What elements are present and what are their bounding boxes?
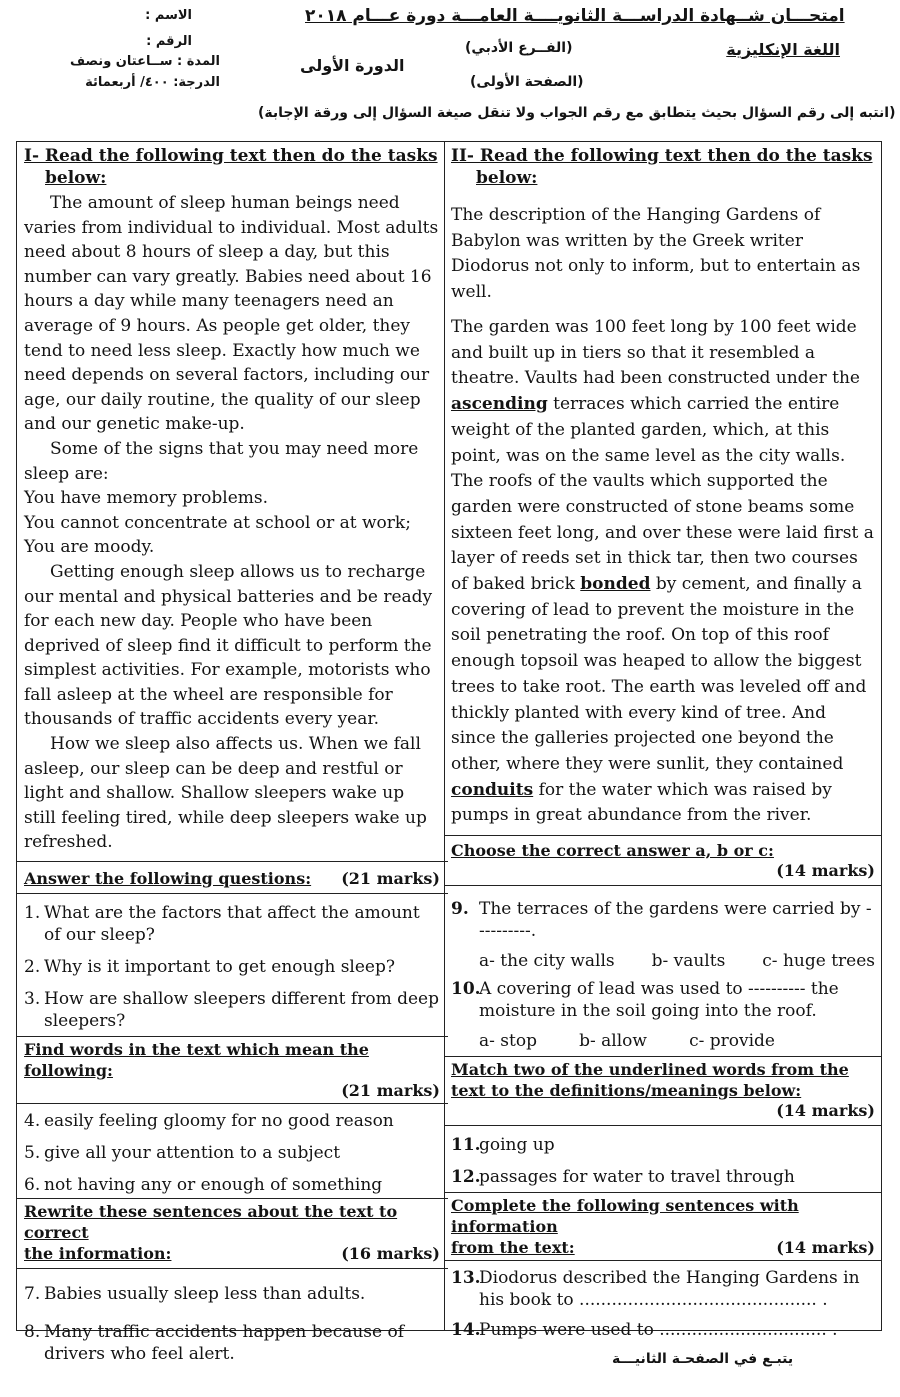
section-one [24, 145, 440, 1365]
question-text: Diodorus described the Hanging Gardens in his book to ............................................ . [479, 1268, 860, 1311]
session-label: الدورة الأولى [300, 56, 405, 75]
question-number: 6. [24, 1175, 41, 1196]
question-item [451, 1166, 875, 1188]
duration-label: المدة : ســاعتان ونصف [70, 54, 220, 69]
question-text: Many traffic accidents happen because of drivers who feel alert. [44, 1322, 405, 1365]
question-text: A covering of lead was used to ---------- the moisture in the soil going into the roof. [479, 979, 839, 1022]
question-text: Pumps were used to ............................... . [479, 1320, 838, 1341]
question-item [24, 988, 440, 1032]
question-text: easily feeling gloomy for no good reason [44, 1111, 394, 1132]
question-text: not having any or enough of something [44, 1175, 383, 1196]
instructions-note: (انتبه إلى رقم السؤال بحيث يتطابق مع رقم الجواب ولا تنقل صيغة السؤال إلى ورقة الإجابة) [258, 105, 896, 121]
question-item [24, 1142, 440, 1164]
divider-line [16, 1103, 448, 1104]
passage-text: for the water which was raised by pumps in great abundance from the river. [451, 779, 832, 826]
question-number: 10. [451, 979, 481, 1000]
question-number: 7. [24, 1284, 41, 1305]
passage-text: by cement, and finally a covering of lead to prevent the moisture in the soil penetrating the roof. On top of this roof enough topsoil was heaped to allow the biggest trees to take root. The earth was leveled off and thickly planted with every kind of tree. And since the galleries projected one beyond the other, where they were sunlit, they contained [451, 574, 867, 774]
section-two-title-cont: below: [476, 168, 538, 188]
question-number: 5. [24, 1143, 41, 1164]
task-label: Match two of the underlined words from the [451, 1060, 849, 1080]
question-item [451, 978, 875, 1022]
question-number: 3. [24, 989, 41, 1010]
question-text: passages for water to travel through [479, 1167, 795, 1188]
question-item [24, 902, 440, 946]
passage-paragraph: The amount of sleep human beings need varies from individual to individual. Most adults need about 8 hours of sleep a day, but this number can vary greatly. Babies need about 16 hours a day while many teenagers need an average of 9 hours. As people get older, they tend to need less sleep. Exactly how much we need depends on several factors, including our age, our daily routine, the quality of our sleep and our genetic make-up. [24, 193, 439, 435]
question-item [24, 1283, 440, 1305]
question-item [24, 1174, 440, 1196]
task-label: Complete the following sentences with information [451, 1196, 799, 1237]
question-number: 11. [451, 1135, 481, 1156]
task-marks: (21 marks) [341, 1081, 440, 1101]
exam-title: امتحـــان شــهادة الدراســـة الثانويــــة العامـــة دورة عـــام ٢٠١٨ [305, 6, 845, 26]
divider-line [444, 1192, 882, 1193]
divider-line [16, 893, 448, 894]
question-number: 14. [451, 1320, 481, 1341]
divider-line [444, 1260, 882, 1261]
passage-line: You cannot concentrate at school or at work; [24, 512, 411, 533]
column-divider [444, 141, 445, 1331]
subject-title: اللغة الإنكليزية [726, 40, 840, 59]
task-label: the information: [24, 1244, 172, 1264]
question-number: 13. [451, 1268, 481, 1289]
task-label: Find words in the text which mean the following: [24, 1040, 369, 1081]
option-a: a- stop [479, 1031, 537, 1052]
passage-text: The garden was 100 feet long by 100 feet wide and built up in tiers so that it resembled a theatre. Vaults had been constructed under the [451, 317, 860, 389]
task-label: text to the definitions/meanings below: [451, 1081, 802, 1101]
question-text: The terraces of the gardens were carried by ----------. [479, 899, 872, 942]
question-text: How are shallow sleepers different from deep sleepers? [44, 989, 439, 1032]
divider-line [16, 1268, 448, 1269]
answer-options [451, 950, 875, 972]
task-label: Answer the following questions: [24, 869, 312, 889]
task-label: Rewrite these sentences about the text to correct [24, 1202, 398, 1243]
section-two-title: II- Read the following text then do the tasks [451, 146, 873, 166]
task-marks: (14 marks) [776, 1238, 875, 1258]
section-one-title: I- Read the following text then do the tasks [24, 146, 438, 166]
question-number: 8. [24, 1322, 41, 1343]
task-heading [24, 868, 440, 889]
divider-line [444, 1056, 882, 1057]
option-b: b- vaults [651, 951, 726, 972]
passage-paragraph: Getting enough sleep allows us to recharge our mental and physical batteries and be ready for each new day. People who have been deprived of sleep find it difficult to perform the simplest activities. For example, motorists who fall asleep at the wheel are responsible for thousands of traffic accidents every year. [24, 561, 433, 730]
divider-line [444, 835, 882, 836]
passage-line: You have memory problems. [24, 488, 269, 509]
task-marks: (16 marks) [341, 1244, 440, 1264]
answer-options [451, 1030, 875, 1052]
question-text: Why is it important to get enough sleep? [44, 957, 395, 978]
question-item [451, 1267, 875, 1311]
name-label: الاسم : [145, 8, 192, 23]
grade-label: الدرجة: ٤٠٠/ أربعمائة [85, 75, 220, 90]
task-heading [451, 1080, 875, 1101]
task-heading [24, 1243, 440, 1264]
task-marks: (21 marks) [341, 869, 440, 889]
question-text: going up [479, 1135, 555, 1156]
option-b: b- allow [579, 1031, 647, 1052]
divider-line [444, 1125, 882, 1126]
option-c: c- huge trees [762, 951, 875, 972]
option-a: a- the city walls [479, 951, 615, 972]
question-item [24, 1110, 440, 1132]
question-item [451, 1134, 875, 1156]
question-text: Babies usually sleep less than adults. [44, 1284, 366, 1305]
task-heading [451, 840, 875, 861]
task-heading [24, 1201, 440, 1243]
task-marks: (14 marks) [776, 861, 875, 881]
passage-paragraph [451, 315, 875, 829]
question-text: give all your attention to a subject [44, 1143, 341, 1164]
task-marks: (14 marks) [776, 1101, 875, 1121]
option-c: c- provide [689, 1031, 775, 1052]
underlined-word-bonded: bonded [580, 574, 651, 595]
number-label: الرقم : [146, 34, 192, 49]
question-number: 2. [24, 957, 41, 978]
passage-paragraph: How we sleep also affects us. When we fall asleep, our sleep can be deep and restful or light and shallow. Shallow sleepers wake up still feeling tired, while deep sleepers wake up refreshed. [24, 734, 427, 853]
divider-line [16, 861, 448, 862]
task-heading [451, 1195, 875, 1237]
continue-note: يتبـع في الصفحـة الثانيـــة [612, 1351, 794, 1367]
task-heading [451, 1237, 875, 1258]
section-one-title-cont: below: [45, 168, 107, 188]
divider-line [16, 1036, 448, 1037]
question-number: 4. [24, 1111, 41, 1132]
underlined-word-conduits: conduits [451, 779, 534, 800]
passage-text: terraces which carried the entire weight of the planted garden, which, at this point, was on the same level as the city walls. The roofs of the vaults which supported the garden were constructed of stone beams some sixteen feet long, and over these were laid first a layer of reeds set in thick tar, then two courses of baked brick [451, 394, 874, 595]
page-label: (الصفحة الأولى) [470, 74, 584, 90]
question-number: 12. [451, 1167, 481, 1188]
section-two [451, 145, 875, 1341]
question-item [24, 1321, 440, 1365]
passage-line: You are moody. [24, 537, 155, 558]
passage-paragraph: The description of the Hanging Gardens of Babylon was written by the Greek writer Diodorus not only to inform, but to entertain as well. [451, 205, 861, 302]
branch-label: (الفــرع الأدبي) [465, 40, 573, 56]
question-number: 1. [24, 903, 41, 924]
question-number: 9. [451, 899, 469, 920]
task-heading [24, 1039, 440, 1081]
question-item [451, 1319, 875, 1341]
task-label: Choose the correct answer a, b or c: [451, 841, 774, 861]
divider-line [444, 885, 882, 886]
question-text: What are the factors that affect the amount of our sleep? [44, 903, 420, 946]
divider-line [16, 1198, 448, 1199]
task-label: from the text: [451, 1238, 575, 1258]
task-heading [451, 1059, 875, 1080]
question-item [24, 956, 440, 978]
underlined-word-ascending: ascending [451, 394, 548, 415]
question-item [451, 898, 875, 942]
passage-paragraph: Some of the signs that you may need more sleep are: [24, 438, 419, 484]
